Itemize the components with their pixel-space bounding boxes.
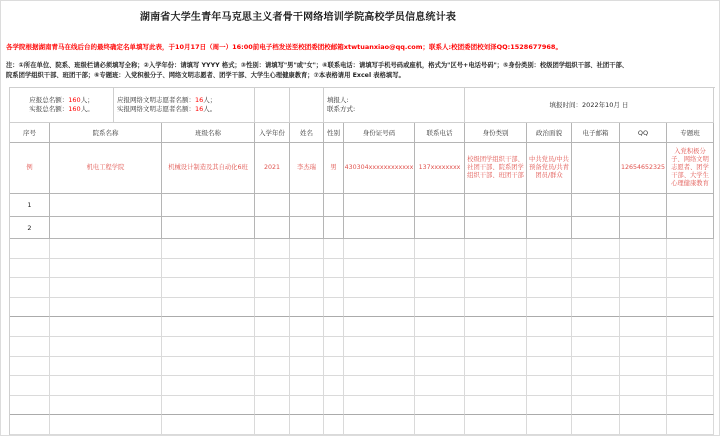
example-political-status: 中共党员/中共预备党员/共青团员/群众 — [527, 143, 572, 194]
header-identity-type: 身份类别 — [465, 123, 527, 143]
empty-row — [10, 317, 714, 337]
table-cell[interactable] — [324, 396, 344, 416]
table-cell[interactable] — [465, 194, 527, 217]
table-cell[interactable] — [324, 239, 344, 259]
stats-empty-cell — [290, 88, 324, 123]
table-cell[interactable] — [255, 357, 290, 377]
table-cell[interactable] — [255, 239, 290, 259]
table-cell[interactable] — [527, 337, 572, 357]
table-cell[interactable] — [465, 357, 527, 377]
example-name: 李杰瑞 — [290, 143, 324, 194]
table-cell[interactable] — [415, 376, 465, 396]
table-cell[interactable] — [344, 278, 415, 298]
entry-row — [10, 194, 714, 217]
table-cell[interactable] — [10, 415, 50, 435]
table-cell[interactable] — [667, 298, 714, 318]
table-cell[interactable] — [162, 317, 255, 337]
table-cell[interactable] — [50, 194, 162, 217]
table-cell[interactable] — [667, 396, 714, 416]
contact-label: 联系方式: — [327, 105, 356, 113]
header-special-class: 专题班 — [667, 123, 714, 143]
table-cell[interactable] — [10, 357, 50, 377]
table-cell[interactable] — [527, 259, 572, 279]
table-cell[interactable] — [255, 337, 290, 357]
table-cell[interactable] — [324, 376, 344, 396]
table-cell[interactable] — [620, 194, 667, 217]
table-cell[interactable] — [572, 396, 620, 416]
table-cell[interactable] — [415, 217, 465, 239]
table-cell[interactable] — [50, 337, 162, 357]
table-cell[interactable] — [255, 317, 290, 337]
table-cell[interactable] — [50, 357, 162, 377]
table-cell[interactable] — [465, 298, 527, 318]
table-cell[interactable] — [50, 376, 162, 396]
header-name: 姓名 — [290, 123, 324, 143]
table-cell[interactable] — [324, 357, 344, 377]
table-cell[interactable] — [572, 337, 620, 357]
stats-empty-cell — [255, 88, 290, 123]
table-cell[interactable] — [415, 396, 465, 416]
table-cell[interactable] — [415, 415, 465, 435]
header-gender: 性别 — [324, 123, 344, 143]
empty-row — [10, 357, 714, 377]
empty-row — [10, 259, 714, 279]
table-cell[interactable] — [290, 357, 324, 377]
table-cell[interactable] — [620, 278, 667, 298]
filler-contact-cell — [324, 88, 465, 123]
table-cell[interactable] — [162, 337, 255, 357]
table-cell[interactable] — [10, 298, 50, 318]
table-cell[interactable] — [527, 278, 572, 298]
table-cell[interactable] — [324, 259, 344, 279]
example-qq: 12654652325 — [620, 143, 667, 194]
header-department: 院系名称 — [50, 123, 162, 143]
table-cell[interactable] — [290, 376, 324, 396]
filler-label: 填报人: — [327, 96, 349, 104]
deadline-instruction: 各学院根据湖南青马在线后台的最终确定名单填写此表，于10月17日（周一）16:00前电子档发送至校团委团校邮箱xtwtuanxiao@qq.com；联系人:校团委团校刘泽QQ:1528677968。 — [6, 43, 562, 51]
table-cell[interactable] — [324, 317, 344, 337]
table-cell[interactable] — [324, 194, 344, 217]
table-cell[interactable] — [255, 217, 290, 239]
table-cell[interactable] — [10, 337, 50, 357]
table-cell[interactable] — [527, 357, 572, 377]
table-cell[interactable] — [255, 194, 290, 217]
header-row — [10, 123, 714, 143]
table-cell[interactable] — [344, 415, 415, 435]
table-cell[interactable] — [465, 415, 527, 435]
table-cell[interactable] — [255, 415, 290, 435]
table-cell[interactable] — [572, 357, 620, 377]
table-cell[interactable] — [415, 278, 465, 298]
empty-row — [10, 278, 714, 298]
table-cell[interactable] — [324, 217, 344, 239]
header-qq: QQ — [620, 123, 667, 143]
table-cell[interactable] — [50, 278, 162, 298]
table-cell[interactable] — [255, 278, 290, 298]
table-cell[interactable] — [50, 317, 162, 337]
table-cell[interactable] — [255, 259, 290, 279]
notes-line-2: 院系团学组织干部、班团干部；⑥专题班：入党积极分子、网络文明志愿者、团学干部、大学生心理健康教育；⑦本表格请用 Excel 表格填写。 — [6, 71, 405, 79]
total-quota-cell — [10, 88, 114, 123]
row-number[interactable]: 1 — [10, 194, 50, 217]
table-cell[interactable] — [527, 194, 572, 217]
table-cell[interactable] — [667, 239, 714, 259]
header-enroll-year: 入学年份 — [255, 123, 290, 143]
header-index: 序号 — [10, 123, 50, 143]
example-id-number: 430304xxxxxxxxxxxx — [344, 143, 415, 194]
header-phone: 联系电话 — [415, 123, 465, 143]
table-cell[interactable] — [290, 259, 324, 279]
table-cell[interactable] — [527, 317, 572, 337]
table-cell[interactable] — [344, 217, 415, 239]
table-cell[interactable] — [290, 396, 324, 416]
example-gender: 男 — [324, 143, 344, 194]
table-cell[interactable] — [572, 376, 620, 396]
table-cell[interactable] — [572, 217, 620, 239]
table-cell[interactable] — [527, 239, 572, 259]
table-cell[interactable] — [290, 415, 324, 435]
table-cell[interactable] — [50, 217, 162, 239]
table-cell[interactable] — [344, 396, 415, 416]
header-political-status: 政治面貌 — [527, 123, 572, 143]
table-cell[interactable] — [290, 317, 324, 337]
table-cell[interactable] — [667, 317, 714, 337]
table-cell[interactable] — [255, 298, 290, 318]
table-cell[interactable] — [667, 337, 714, 357]
table-cell[interactable] — [344, 239, 415, 259]
table-cell[interactable] — [465, 259, 527, 279]
table-cell[interactable] — [255, 376, 290, 396]
header-email: 电子邮箱 — [572, 123, 620, 143]
notes-line-1: 注：①所在单位、院系、班级栏请必须填写全称；②入学年份：请填写 YYYY 格式；③性别：请填写"男"或"女"；④联系电话：请填写手机号码或座机，格式为"区号+电话号码"；⑤身份类别：校级团学组织干部、社团干部、 — [6, 62, 629, 69]
table-cell[interactable] — [572, 239, 620, 259]
table-cell[interactable] — [465, 396, 527, 416]
table-cell[interactable] — [527, 298, 572, 318]
table-cell[interactable] — [620, 298, 667, 318]
table-cell[interactable] — [620, 259, 667, 279]
table-cell[interactable] — [620, 396, 667, 416]
row-number[interactable]: 2 — [10, 217, 50, 239]
table-cell[interactable] — [324, 298, 344, 318]
table-cell[interactable] — [527, 217, 572, 239]
empty-row — [10, 376, 714, 396]
example-identity-type: 校级团学组织干部、社团干部、院系团学组织干部、班团干部 — [465, 143, 527, 194]
table-cell[interactable] — [667, 194, 714, 217]
table-cell[interactable] — [162, 415, 255, 435]
table-cell[interactable] — [50, 298, 162, 318]
table-cell[interactable] — [324, 278, 344, 298]
table-cell[interactable] — [290, 217, 324, 239]
volunteer-quota-line: 应报网络文明志愿者名额：16人； — [117, 96, 217, 104]
table-cell[interactable] — [620, 239, 667, 259]
table-cell[interactable] — [667, 357, 714, 377]
table-cell[interactable] — [162, 298, 255, 318]
table-cell[interactable] — [415, 239, 465, 259]
table-cell[interactable] — [162, 278, 255, 298]
table-cell[interactable] — [290, 278, 324, 298]
example-email — [572, 143, 620, 194]
header-id-number: 身份证号码 — [344, 123, 415, 143]
empty-row — [10, 396, 714, 416]
table-cell[interactable] — [255, 396, 290, 416]
table-cell[interactable] — [465, 278, 527, 298]
table-cell[interactable] — [527, 415, 572, 435]
total-quota-line: 应报总名额：160人； — [29, 96, 94, 104]
volunteer-quota-cell — [114, 88, 255, 123]
table-cell[interactable] — [290, 239, 324, 259]
header-class-name: 班级名称 — [162, 123, 255, 143]
table-cell[interactable] — [344, 317, 415, 337]
table-cell[interactable] — [290, 194, 324, 217]
example-row — [10, 143, 714, 194]
example-special-class: 入党积极分子、网络文明志愿者、团学干部、大学生心理健康教育 — [667, 143, 714, 194]
sheet-title: 湖南省大学生青年马克思主义者骨干网络培训学院高校学员信息统计表 — [139, 12, 457, 23]
table-cell[interactable] — [162, 376, 255, 396]
table-cell[interactable] — [415, 317, 465, 337]
table-cell[interactable] — [10, 239, 50, 259]
example-class-name: 机械设计制造及其自动化6班 — [162, 143, 255, 194]
table-cell[interactable] — [162, 259, 255, 279]
example-phone: 137xxxxxxxx — [415, 143, 465, 194]
table-cell[interactable] — [465, 376, 527, 396]
notes-block — [6, 61, 716, 80]
table-cell[interactable] — [667, 259, 714, 279]
table-cell[interactable] — [50, 259, 162, 279]
table-cell[interactable] — [465, 337, 527, 357]
empty-row — [10, 298, 714, 318]
entry-row — [10, 217, 714, 239]
table-cell[interactable] — [620, 317, 667, 337]
stats-row — [10, 88, 714, 123]
table-cell[interactable] — [162, 194, 255, 217]
table-cell[interactable] — [572, 278, 620, 298]
table-cell[interactable] — [620, 337, 667, 357]
table-cell[interactable] — [620, 415, 667, 435]
example-index: 例 — [10, 143, 50, 194]
table-cell[interactable] — [572, 194, 620, 217]
table-cell[interactable] — [162, 217, 255, 239]
table-cell[interactable] — [344, 259, 415, 279]
data-table — [9, 87, 715, 435]
table-cell[interactable] — [572, 259, 620, 279]
table-cell[interactable] — [415, 357, 465, 377]
table-cell[interactable] — [572, 317, 620, 337]
table-cell[interactable] — [50, 396, 162, 416]
table-cell[interactable] — [667, 415, 714, 435]
table-cell[interactable] — [415, 194, 465, 217]
table-cell[interactable] — [667, 278, 714, 298]
table-cell[interactable] — [527, 376, 572, 396]
table-cell[interactable] — [344, 298, 415, 318]
table-cell[interactable] — [10, 278, 50, 298]
table-cell[interactable] — [10, 259, 50, 279]
table-cell[interactable] — [344, 337, 415, 357]
table-cell[interactable] — [10, 317, 50, 337]
table-cell[interactable] — [50, 239, 162, 259]
table-cell[interactable] — [415, 337, 465, 357]
report-date-cell: 填报时间：2022年10月 日 — [465, 88, 714, 123]
table-cell[interactable] — [50, 415, 162, 435]
empty-row — [10, 337, 714, 357]
table-cell[interactable] — [290, 337, 324, 357]
table-cell[interactable] — [344, 357, 415, 377]
empty-row — [10, 415, 714, 435]
table-cell[interactable] — [415, 298, 465, 318]
table-cell[interactable] — [162, 239, 255, 259]
table-cell[interactable] — [10, 376, 50, 396]
table-cell[interactable] — [620, 357, 667, 377]
table-cell[interactable] — [465, 317, 527, 337]
volunteer-actual-line: 实报网络文明志愿者名额：16人。 — [117, 105, 217, 113]
example-enroll-year: 2021 — [255, 143, 290, 194]
table-cell[interactable] — [10, 396, 50, 416]
table-cell[interactable] — [162, 357, 255, 377]
table-cell[interactable] — [162, 396, 255, 416]
table-cell[interactable] — [324, 337, 344, 357]
example-department: 机电工程学院 — [50, 143, 162, 194]
table-cell[interactable] — [572, 415, 620, 435]
table-cell[interactable] — [290, 298, 324, 318]
table-cell[interactable] — [415, 259, 465, 279]
total-actual-line: 实报总名额：160人。 — [29, 105, 94, 113]
table-cell[interactable] — [620, 217, 667, 239]
table-cell[interactable] — [667, 217, 714, 239]
empty-row — [10, 239, 714, 259]
table-cell[interactable] — [324, 415, 344, 435]
table-cell[interactable] — [465, 239, 527, 259]
table-cell[interactable] — [465, 217, 527, 239]
table-cell[interactable] — [620, 376, 667, 396]
table-cell[interactable] — [667, 376, 714, 396]
table-cell[interactable] — [572, 298, 620, 318]
table-cell[interactable] — [527, 396, 572, 416]
table-cell[interactable] — [344, 194, 415, 217]
table-cell[interactable] — [344, 376, 415, 396]
